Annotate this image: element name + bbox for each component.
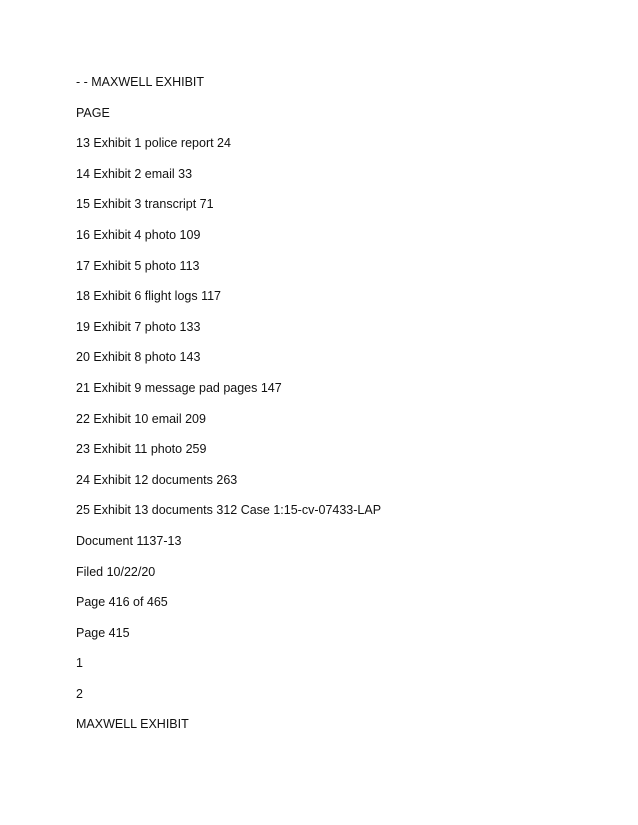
text-line-document-number: Document 1137-13: [76, 533, 182, 548]
text-line-page-number: Page 415: [76, 625, 130, 640]
text-line-page-of: Page 416 of 465: [76, 595, 168, 610]
text-line-exhibit-7: 19 Exhibit 7 photo 133: [76, 319, 201, 334]
text-line-header: - - MAXWELL EXHIBIT: [76, 75, 205, 89]
text-line-exhibit-10: 22 Exhibit 10 email 209: [76, 411, 206, 426]
text-line-exhibit-5: 17 Exhibit 5 photo 113: [76, 258, 200, 273]
text-line-filed-date: Filed 10/22/20: [76, 564, 156, 579]
text-line-exhibit-1: 13 Exhibit 1 police report 24: [76, 136, 231, 151]
document-text: [76, 74, 381, 747]
text-line-exhibit-9: 21 Exhibit 9 message pad pages 147: [76, 380, 282, 395]
text-line-line-1: 1: [76, 656, 83, 671]
text-line-footer-title: MAXWELL EXHIBIT: [76, 717, 189, 732]
text-line-exhibit-3: 15 Exhibit 3 transcript 71: [76, 197, 214, 212]
text-line-exhibit-2: 14 Exhibit 2 email 33: [76, 166, 193, 181]
text-line-page-label: PAGE: [76, 105, 110, 120]
text-line-exhibit-4: 16 Exhibit 4 photo 109: [76, 227, 201, 242]
text-line-exhibit-12: 24 Exhibit 12 documents 263: [76, 472, 238, 487]
text-line-exhibit-11: 23 Exhibit 11 photo 259: [76, 442, 207, 457]
text-line-exhibit-8: 20 Exhibit 8 photo 143: [76, 350, 201, 365]
text-line-exhibit-6: 18 Exhibit 6 flight logs 117: [76, 289, 222, 304]
text-line-line-2: 2: [76, 686, 83, 701]
text-line-exhibit-13: 25 Exhibit 13 documents 312 Case 1:15-cv-07433-LAP: [76, 503, 382, 518]
